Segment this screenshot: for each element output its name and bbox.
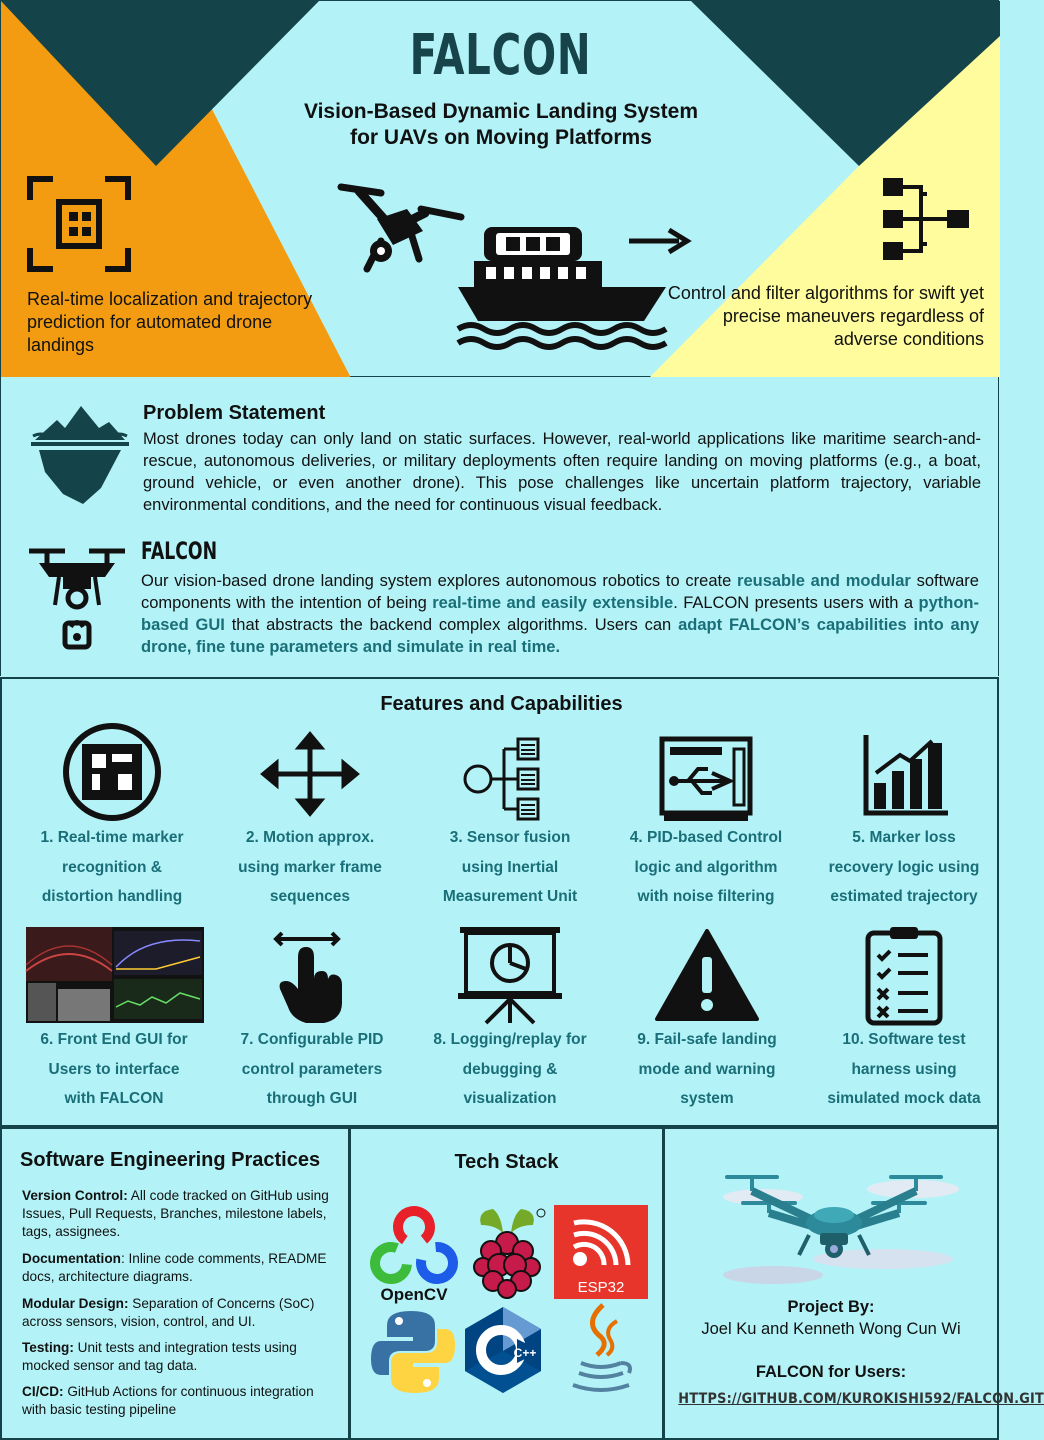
opencv-label: OpenCV: [380, 1285, 448, 1304]
swipe-hand-icon: [214, 927, 410, 1027]
feature-8-line-1: 8. Logging/replay for: [433, 1031, 587, 1048]
page-title: FALCON: [409, 23, 592, 88]
header-banner: [0, 0, 999, 377]
feature-7-line-1: 7. Configurable PID: [240, 1031, 384, 1048]
bottom-section: [0, 1127, 1044, 1440]
problem-heading: Problem Statement: [143, 402, 326, 424]
practice-testing: Testing: Unit tests and integration tests using mocked sensor and tag data.: [22, 1340, 297, 1373]
feature-3-line-1: 3. Sensor fusion: [449, 829, 571, 846]
falcon-text: Our vision-based drone landing system explores autonomous robotics to create reusable and modular software components with the intention of being real-time and easily extensible. FALCON presents users with a python-based GUI that abstracts the backend complex algorithms. Users can adapt FALCON’s capabilities into any drone, fine tune parameters and simulate in real time.: [141, 572, 979, 656]
project-panel: [663, 1127, 1044, 1440]
feature-3-line-2: using Inertial: [461, 859, 559, 876]
java-logo: [563, 1301, 639, 1399]
marker-scan-icon: [27, 176, 131, 272]
arrow-right-icon: [629, 227, 691, 255]
iceberg-icon: [31, 402, 129, 507]
sensor-tree-icon: [412, 725, 608, 825]
left-feature-text: Real-time localization and trajectory prediction for automated drone landings: [27, 289, 313, 355]
opencv-logo: [371, 1205, 457, 1303]
presentation-icon: [412, 927, 608, 1027]
highlight-reusable: reusable and modular: [737, 572, 911, 590]
feature-6-line-3: with FALCON: [64, 1090, 164, 1107]
intro-section: [0, 377, 999, 676]
feature-4-line-3: with noise filtering: [637, 888, 775, 905]
problem-text: Most drones today can only land on static surfaces. However, real-world applications like maritime search-and-rescue, autonomous deliveries, or military deployments often require landing on moving platforms (e.g., a boat, ground vehicle, or even another drone). This pose challenges like uncertain platform trajectory, variable environmental conditions, and the need for continuous visual feedback.: [143, 430, 981, 514]
tech-stack-title: Tech Stack: [454, 1151, 559, 1173]
practices-panel: [0, 1127, 350, 1440]
github-link[interactable]: HTTPS://GITHUB.COM/KUROKISHI592/FALCON.GIT: [678, 1391, 1044, 1407]
python-logo: [371, 1309, 455, 1395]
feature-3-line-3: Measurement Unit: [442, 888, 578, 905]
esp32-logo: [554, 1205, 648, 1299]
drone-illustration: [703, 1143, 969, 1293]
features-section: [0, 677, 999, 1127]
cpp-label: C++: [513, 1346, 537, 1360]
feature-8-line-3: visualization: [463, 1090, 557, 1107]
feature-8-line-2: debugging &: [462, 1061, 558, 1078]
feature-1-line-3: distortion handling: [41, 888, 183, 905]
feature-7-line-2: control parameters: [241, 1061, 383, 1078]
feature-9-line-2: mode and warning: [638, 1061, 776, 1078]
drone-icon: [337, 179, 465, 281]
feature-10-line-1: 10. Software test: [842, 1031, 966, 1048]
highlight-gui: python-based GUI: [141, 594, 979, 634]
feature-5-line-3: estimated trajectory: [830, 888, 978, 905]
practice-modular-design: Modular Design: Separation of Concerns (SoC) across sensors, vision, control, and UI.: [22, 1296, 315, 1329]
falcon-heading: FALCON: [141, 537, 218, 565]
features-title: Features and Capabilities: [380, 693, 623, 715]
feature-1-line-1: 1. Real-time marker: [40, 829, 184, 846]
project-by-label: Project By:: [787, 1298, 875, 1316]
feature-9-line-1: 9. Fail-safe landing: [637, 1031, 777, 1048]
feature-2-line-2: using marker frame: [238, 859, 382, 876]
subtitle-line-2: for UAVs on Moving Platforms: [350, 126, 652, 149]
practices-title: Software Engineering Practices: [20, 1149, 321, 1171]
aruco-marker-icon: [14, 725, 210, 825]
checklist-icon: [806, 927, 1002, 1027]
tech-stack-panel: [349, 1127, 664, 1440]
warning-icon: [609, 927, 805, 1027]
esp32-label: ESP32: [577, 1279, 625, 1296]
feature-2-line-3: sequences: [269, 888, 351, 905]
project-authors: Joel Ku and Kenneth Wong Cun Wi: [701, 1320, 961, 1338]
feature-6-line-1: 6. Front End GUI for: [40, 1031, 188, 1048]
bar-chart-icon: [806, 725, 1002, 825]
highlight-adapt: adapt FALCON’s capabilities into any drone, fine tune parameters and simulate in real time.: [141, 616, 979, 656]
feature-5-line-2: recovery logic using: [828, 859, 980, 876]
flow-diagram-icon: [881, 176, 973, 264]
feature-10-line-3: simulated mock data: [827, 1090, 981, 1107]
feature-10-line-2: harness using: [851, 1061, 957, 1078]
feature-5-line-1: 5. Marker loss: [852, 829, 956, 846]
circuit-board-icon: [608, 725, 804, 825]
feature-2-line-1: 2. Motion approx.: [245, 829, 375, 846]
highlight-realtime: real-time and easily extensible: [432, 594, 674, 612]
feature-4-line-1: 4. PID-based Control: [629, 829, 783, 846]
subtitle-line-1: Vision-Based Dynamic Landing System: [303, 100, 699, 123]
move-arrows-icon: [212, 725, 408, 825]
feature-1-line-2: recognition &: [62, 859, 162, 876]
practice-version-control: Version Control: All code tracked on GitHub using Issues, Pull Requests, Branches, milestone labels, tags, assignees.: [22, 1188, 329, 1239]
feature-4-line-2: logic and algorithm: [634, 859, 778, 876]
practice-documentation: Documentation: Inline code comments, README docs, architecture diagrams.: [22, 1251, 327, 1284]
practice-cicd: CI/CD: GitHub Actions for continuous integration with basic testing pipeline: [22, 1384, 314, 1417]
feature-6-line-2: Users to interface: [48, 1061, 180, 1078]
raspberry-pi-logo: [467, 1205, 547, 1299]
feature-7-line-3: through GUI: [266, 1090, 358, 1107]
right-feature-text: Control and filter algorithms for swift yet precise maneuvers regardless of adverse conditions: [667, 283, 984, 349]
cpp-logo: [463, 1305, 543, 1395]
feature-9-line-3: system: [680, 1090, 734, 1107]
falcon-users-label: FALCON for Users:: [755, 1363, 907, 1381]
drone-delivery-icon: [25, 543, 129, 651]
gui-screenshot-icon: [16, 927, 212, 1027]
